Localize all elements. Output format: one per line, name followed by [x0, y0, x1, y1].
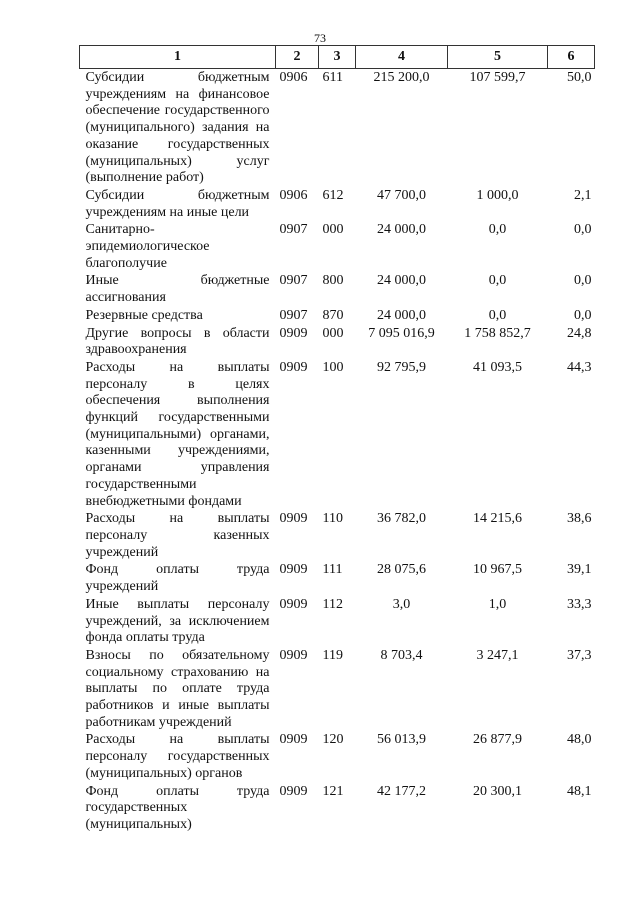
row-plan-cell: 92 795,9 — [377, 359, 426, 375]
column-header-4: 4 — [356, 46, 448, 69]
row-plan-cell: 28 075,6 — [377, 562, 426, 578]
row-actual-cell: 0,0 — [488, 222, 507, 238]
table-row — [80, 783, 595, 834]
row-section-cell: 0909 — [279, 359, 308, 375]
row-plan-cell: 42 177,2 — [377, 783, 426, 799]
budget-table — [79, 45, 595, 834]
row-section-cell: 0909 — [279, 783, 308, 799]
row-type-cell: 119 — [322, 647, 343, 663]
row-plan-cell: 3,0 — [392, 596, 411, 612]
row-plan-cell: 24 000,0 — [377, 273, 426, 289]
row-actual-cell: 41 093,5 — [473, 359, 522, 375]
row-actual-cell: 107 599,7 — [469, 70, 526, 85]
row-percent-cell: 38,6 — [567, 511, 592, 527]
row-actual-cell: 1,0 — [488, 596, 507, 612]
table-row — [80, 359, 595, 510]
row-percent-cell: 33,3 — [567, 596, 592, 612]
row-actual-cell: 1 758 852,7 — [464, 325, 531, 341]
row-type-cell: 870 — [322, 307, 344, 323]
row-name-cell: Субсидии бюджетным учреждениям на иные цели — [85, 187, 270, 220]
row-type-cell: 120 — [322, 732, 344, 748]
row-name-cell: Другие вопросы в области здравоохранения — [85, 325, 270, 358]
row-name-cell: Резервные средства — [85, 307, 203, 323]
row-plan-cell: 36 782,0 — [377, 511, 426, 527]
row-type-cell: 121 — [322, 783, 344, 799]
row-name-cell: Взносы по обязательному социальному страхованию на выплаты по оплате труда работников и иные выплаты работникам учреждений — [85, 647, 270, 730]
row-section-cell: 0906 — [279, 187, 308, 203]
row-section-cell: 0909 — [279, 511, 308, 527]
row-percent-cell: 0,0 — [574, 273, 592, 289]
table-row — [80, 325, 595, 359]
row-percent-cell: 24,8 — [567, 325, 592, 341]
row-section-cell: 0907 — [279, 273, 308, 289]
row-plan-cell: 8 703,4 — [380, 647, 423, 663]
row-percent-cell: 48,0 — [567, 732, 592, 748]
row-type-cell: 612 — [322, 187, 344, 203]
row-name-cell: Субсидии бюджетным учреждениям на финансовое обеспечение государственного (муниципального) задания на оказание государственных (муниципальных) услуг (выполнение работ) — [85, 70, 270, 186]
row-section-cell: 0909 — [279, 325, 308, 341]
row-percent-cell: 0,0 — [574, 307, 592, 323]
table-row — [80, 69, 595, 187]
column-header-5: 5 — [448, 46, 548, 69]
page-number: 73 — [314, 31, 326, 45]
row-percent-cell: 0,0 — [574, 222, 592, 238]
column-header-1: 1 — [80, 46, 276, 69]
row-section-cell: 0909 — [279, 732, 308, 748]
row-name-cell: Иные бюджетные ассигнования — [85, 273, 270, 306]
table-body — [80, 69, 595, 834]
row-type-cell: 611 — [322, 70, 343, 85]
column-header-6: 6 — [548, 46, 595, 69]
row-name-cell: Фонд оплаты труда учреждений — [85, 562, 270, 595]
row-plan-cell: 7 095 016,9 — [368, 325, 435, 341]
table-row — [80, 510, 595, 561]
row-actual-cell: 10 967,5 — [473, 562, 522, 578]
row-section-cell: 0909 — [279, 596, 308, 612]
row-type-cell: 800 — [322, 273, 344, 289]
column-header-3: 3 — [319, 46, 356, 69]
row-percent-cell: 48,1 — [567, 783, 592, 799]
row-plan-cell: 24 000,0 — [377, 222, 426, 238]
row-section-cell: 0907 — [279, 222, 308, 238]
row-plan-cell: 56 013,9 — [377, 732, 426, 748]
table-row — [80, 307, 595, 325]
table-row — [80, 272, 595, 306]
row-section-cell: 0909 — [279, 647, 308, 663]
table-row — [80, 561, 595, 595]
row-percent-cell: 2,1 — [574, 187, 592, 203]
row-name-cell: Расходы на выплаты персоналу в целях обеспечения выполнения функций государственными (муниципальными) органами, казенными учреждениями, органами управления государственными внебюджетными фондами — [85, 359, 270, 509]
row-plan-cell: 24 000,0 — [377, 307, 426, 323]
row-plan-cell: 47 700,0 — [377, 187, 426, 203]
row-type-cell: 100 — [322, 359, 344, 375]
row-type-cell: 000 — [322, 222, 344, 238]
row-actual-cell: 0,0 — [488, 273, 507, 289]
row-name-cell: Расходы на выплаты персоналу государственных (муниципальных) органов — [85, 732, 270, 781]
table-header — [80, 46, 595, 69]
row-name-cell: Фонд оплаты труда государственных (муниципальных) — [85, 783, 270, 832]
row-percent-cell: 50,0 — [567, 70, 592, 85]
row-actual-cell: 20 300,1 — [473, 783, 522, 799]
row-name-cell: Расходы на выплаты персоналу казенных учреждений — [85, 511, 270, 560]
row-section-cell: 0906 — [279, 70, 308, 85]
table-row — [80, 187, 595, 221]
row-actual-cell: 14 215,6 — [473, 511, 522, 527]
row-section-cell: 0907 — [279, 307, 308, 323]
row-percent-cell: 37,3 — [567, 647, 592, 663]
column-header-2: 2 — [276, 46, 319, 69]
header-row — [80, 46, 595, 69]
table-row — [80, 731, 595, 782]
row-section-cell: 0909 — [279, 562, 308, 578]
row-type-cell: 110 — [322, 511, 343, 527]
row-actual-cell: 3 247,1 — [476, 647, 519, 663]
row-percent-cell: 44,3 — [567, 359, 592, 375]
row-name-cell: Санитарно-эпидемиологическое благополучие — [85, 222, 210, 271]
row-name-cell: Иные выплаты персоналу учреждений, за исключением фонда оплаты труда — [85, 596, 270, 646]
row-actual-cell: 1 000,0 — [476, 187, 519, 203]
row-type-cell: 112 — [322, 596, 343, 612]
table-row — [80, 221, 595, 272]
table-row — [80, 647, 595, 732]
row-percent-cell: 39,1 — [567, 562, 592, 578]
row-type-cell: 111 — [322, 562, 343, 578]
table-row — [80, 596, 595, 647]
row-actual-cell: 26 877,9 — [473, 732, 522, 748]
row-type-cell: 000 — [322, 325, 344, 341]
row-plan-cell: 215 200,0 — [373, 70, 430, 85]
row-actual-cell: 0,0 — [488, 307, 507, 323]
